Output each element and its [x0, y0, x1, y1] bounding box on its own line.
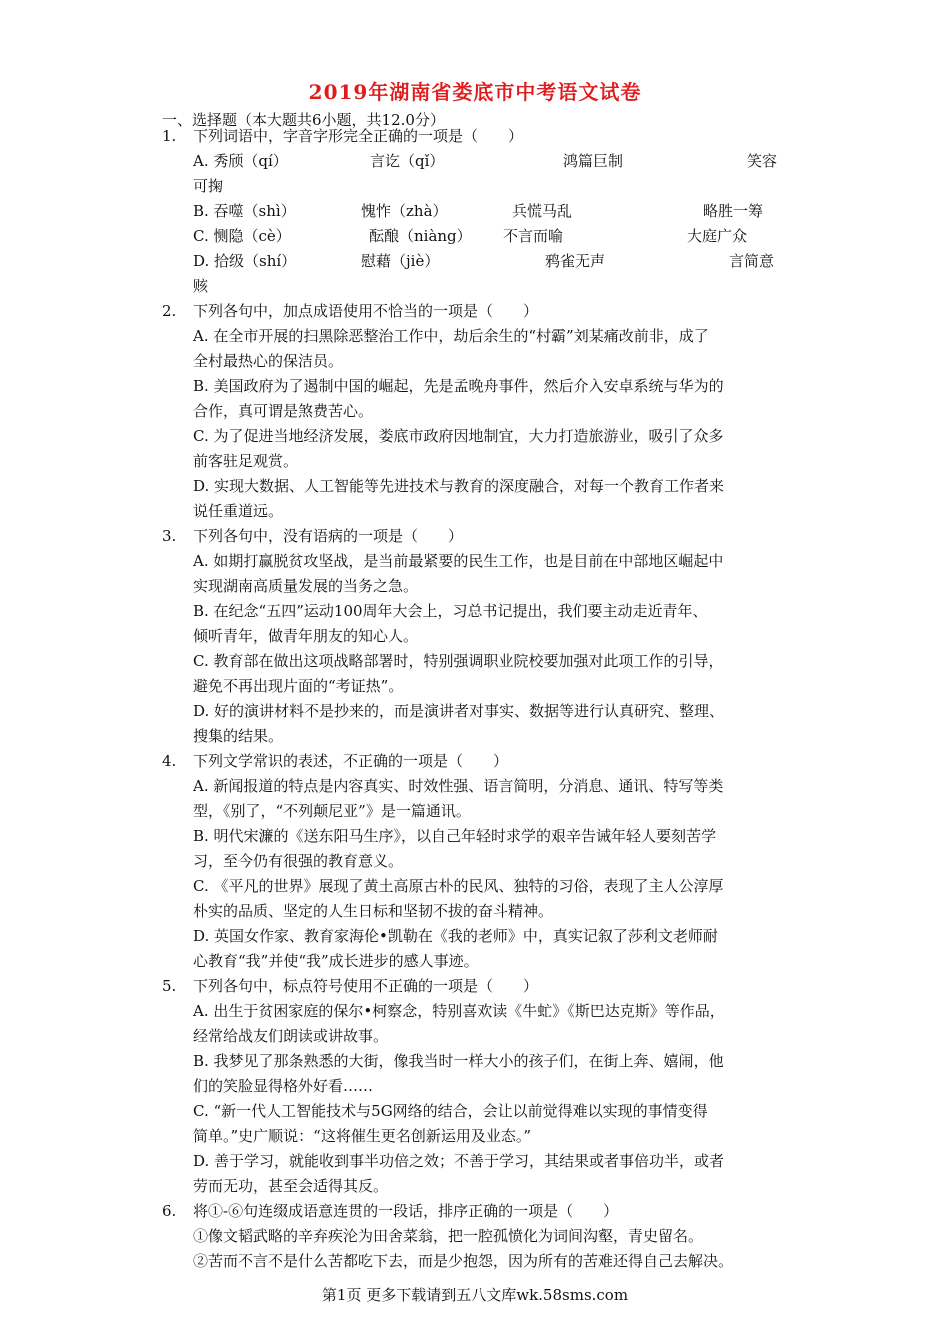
option-a-word-4: 笑容	[747, 152, 778, 170]
option-d-word-4-cont: 赅	[193, 277, 209, 295]
option-c: C. 教育部在做出这项战略部署时，特别强调职业院校要加强对此项工作的引导，	[193, 652, 724, 670]
question-number: 5.	[162, 977, 177, 995]
option-d-cont: 心教育“我”并使“我”成长进步的感人事迹。	[193, 952, 479, 970]
option-b-word-1: B. 吞噬（shì）	[193, 202, 296, 220]
question-stem: 下列各句中，加点成语使用不恰当的一项是（ ）	[193, 302, 539, 320]
option-b-cont: 们的笑脸显得格外好看……	[193, 1077, 374, 1095]
option-c-cont: 朴实的品质、坚定的人生日标和坚韧不拔的奋斗精神。	[193, 902, 554, 920]
question-stem: 下列各句中，标点符号使用不正确的一项是（ ）	[193, 977, 539, 995]
option-d-word-4: 言简意	[729, 252, 775, 270]
option-d-cont: 劳而无功，甚至会适得其反。	[193, 1177, 389, 1195]
option-b: B. 在纪念“五四”运动100周年大会上，习总书记提出，我们要主动走近青年、	[193, 602, 708, 620]
option-c-word-1: C. 恻隐（cè）	[193, 227, 291, 245]
option-c-word-3: 不言而喻	[503, 227, 564, 245]
option-a-word-3: 鸿篇巨制	[563, 152, 624, 170]
sentence-2: ②苦而不言不是什么苦都吃下去，而是少抱怨，因为所有的苦难还得自己去解决。	[193, 1252, 734, 1270]
option-a: A. 如期打赢脱贫攻坚战，是当前最紧要的民生工作，也是目前在中部地区崛起中	[193, 552, 724, 570]
sentence-1: ①像文韬武略的辛弃疾沦为田舍菜翁，把一腔孤愤化为词间沟壑，青史留名。	[193, 1227, 704, 1245]
option-c-word-2: 酝酿（niàng）	[369, 227, 472, 245]
option-b: B. 我梦见了那条熟悉的大街，像我当时一样大小的孩子们，在街上奔、嬉闹，他	[193, 1052, 724, 1070]
option-b-word-4: 略胜一筹	[703, 202, 764, 220]
option-c: C. 《平凡的世界》展现了黄土高原古朴的民风、独特的习俗，表现了主人公淳厚	[193, 877, 724, 895]
section-heading: 一、选择题（本大题共6小题，共12.0分）	[162, 111, 445, 129]
option-a-cont: 型，《别了，“不列颠尼亚”》是一篇通讯。	[193, 802, 471, 820]
question-number: 6.	[162, 1202, 177, 1220]
option-d-word-2: 慰藉（jiè）	[361, 252, 440, 270]
option-a: A. 出生于贫困家庭的保尔•柯察念，特别喜欢读《牛虻》《斯巴达克斯》等作品，	[193, 1002, 725, 1020]
question-number: 4.	[162, 752, 177, 770]
question-number: 1.	[162, 127, 177, 145]
option-a-cont: 经常给战友们朗读或讲故事。	[193, 1027, 389, 1045]
option-a-word-1: A. 秀颀（qí）	[193, 152, 288, 170]
page-title: 2019年湖南省娄底市中考语文试卷	[308, 80, 642, 104]
option-d-cont: 说任重道远。	[193, 502, 284, 520]
option-a-cont: 实现湖南高质量发展的当务之急。	[193, 577, 419, 595]
question-stem: 下列各句中，没有语病的一项是（ ）	[193, 527, 464, 545]
option-d: D. 英国女作家、教育家海伦•凯勒在《我的老师》中，真实记叙了莎利文老师耐	[193, 927, 718, 945]
question-stem: 下列文学常识的表述，不正确的一项是（ ）	[193, 752, 509, 770]
option-a: A. 新闻报道的特点是内容真实、时效性强、语言简明，分消息、通讯、特写等类	[193, 777, 724, 795]
page-footer: 第1页 更多下载请到五八文库wk.58sms.com	[321, 1286, 629, 1304]
option-b-word-3: 兵慌马乱	[512, 202, 573, 220]
option-c: C. 为了促进当地经济发展，娄底市政府因地制宜，大力打造旅游业，吸引了众多	[193, 427, 724, 445]
option-b: B. 明代宋濂的《送东阳马生序》，以自己年轻时求学的艰辛告诫年轻人要刻苦学	[193, 827, 717, 845]
question-number: 3.	[162, 527, 177, 545]
question-number: 2.	[162, 302, 177, 320]
option-a-word-2: 言讫（qǐ）	[370, 152, 445, 170]
option-b-cont: 合作，真可谓是煞费苦心。	[193, 402, 374, 420]
option-c-cont: 简单。”史广顺说：“这将催生更名创新运用及业态。”	[193, 1127, 532, 1145]
option-a: A. 在全市开展的扫黑除恶整治工作中，劫后余生的“村霸”刘某痛改前非，成了	[193, 327, 709, 345]
option-d-word-1: D. 拾级（shí）	[193, 252, 297, 270]
question-stem: 将①-⑥句连缀成语意连贯的一段话，排序正确的一项是（ ）	[193, 1202, 619, 1220]
option-d-cont: 搜集的结果。	[193, 727, 284, 745]
question-stem: 下列词语中，字音字形完全正确的一项是（ ）	[193, 127, 524, 145]
option-d: D. 善于学习，就能收到事半功倍之效；不善于学习，其结果或者事倍功半，或者	[193, 1152, 725, 1170]
option-a-cont: 全村最热心的保洁员。	[193, 352, 344, 370]
option-b-cont: 习，至今仍有很强的教育意义。	[193, 852, 404, 870]
option-d: D. 好的演讲材料不是抄来的，而是演讲者对事实、数据等进行认真研究、整理、	[193, 702, 725, 720]
option-c-cont: 前客驻足观赏。	[193, 452, 299, 470]
option-b-cont: 倾听青年，做青年朋友的知心人。	[193, 627, 419, 645]
option-b: B. 美国政府为了遏制中国的崛起，先是孟晚舟事件，然后介入安卓系统与华为的	[193, 377, 724, 395]
option-c-word-4: 大庭广众	[687, 227, 748, 245]
option-c-cont: 避免不再出现片面的“考证热”。	[193, 677, 404, 695]
option-a-word-4-cont: 可掬	[193, 177, 224, 195]
option-c: C. “新一代人工智能技术与5G网络的结合，会让以前觉得难以实现的事情变得	[193, 1102, 708, 1120]
option-b-word-2: 愧怍（zhà）	[361, 202, 448, 220]
option-d: D. 实现大数据、人工智能等先进技术与教育的深度融合，对每一个教育工作者来	[193, 477, 725, 495]
option-d-word-3: 鸦雀无声	[545, 252, 606, 270]
